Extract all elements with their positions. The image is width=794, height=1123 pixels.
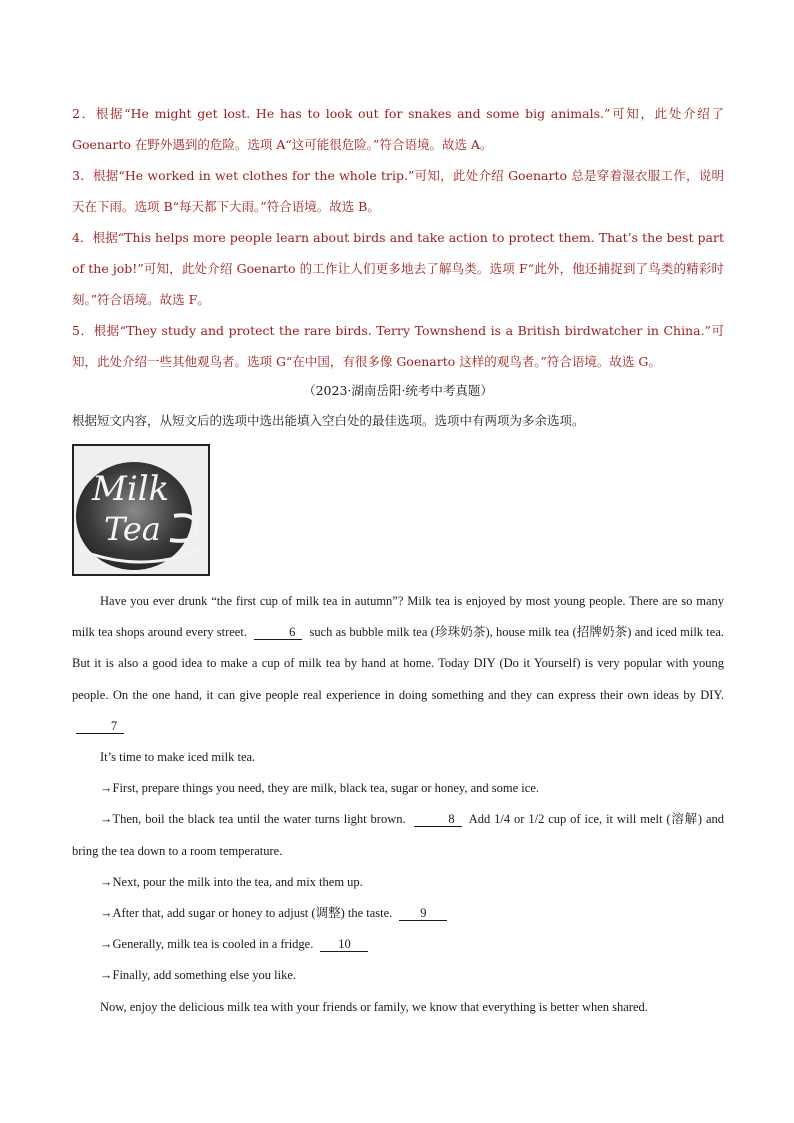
passage-paragraph-3: Now, enjoy the delicious milk tea with your friends or family, we know that everything is better when shared. [100, 999, 648, 1014]
blank-10[interactable]: 10 [320, 937, 368, 952]
question-source: （2023·湖南岳阳·统考中考真题） [303, 383, 493, 398]
answer-item-2: 2．根据“He might get lost. He has to look out for snakes and some big animals.”可知，此处介绍了 Goenarto 在野外遇到的危险。选项 A“这可能很危险。”符合语境。故选 A。 [72, 106, 724, 152]
step-finally: →Finally, add something else you like. [100, 968, 297, 983]
answer-item-5: 5．根据“They study and protect the rare birds. Terry Townshend is a British birdwatcher in China.”可知，此处介绍一些其他观鸟者。选项 G“在中国，有很多像 Goenarto 这样的观鸟者。”符合语境。故选 G。 [72, 323, 724, 369]
step-then: →Then, boil the black tea until the water turns light brown. 8 Add 1/4 or 1/2 cup of ice, it will melt (溶解) and bring the tea down to a room temperature. [72, 812, 724, 858]
blank-7[interactable]: 7 [76, 719, 124, 734]
step-after-that: →After that, add sugar or honey to adjust (调整) the taste. 9 [72, 898, 724, 929]
logo-text-tea: Tea [104, 510, 161, 548]
answer-explanations [72, 98, 724, 377]
milk-tea-cup-icon [74, 446, 208, 574]
passage-paragraph-2: It’s time to make iced milk tea. [100, 750, 256, 765]
blank-9[interactable]: 9 [399, 906, 447, 921]
step-first: →First, prepare things you need, they are milk, black tea, sugar or honey, and some ice. [100, 781, 539, 796]
blank-6[interactable]: 6 [254, 625, 302, 640]
logo-text-milk: Milk [92, 469, 170, 509]
milk-tea-image [72, 444, 210, 576]
blank-8[interactable]: 8 [414, 812, 462, 827]
step-generally: →Generally, milk tea is cooled in a fridge. 10 [72, 929, 724, 960]
reading-passage [72, 586, 724, 1023]
answer-item-4: 4．根据“This helps more people learn about birds and take action to protect them. That’s the best part of the job!”可知，此处介绍 Goenarto 的工作让人们更多地去了解鸟类。选项 F“此外，他还捕捉到了鸟类的精彩时刻。”符合语境。故选 F。 [72, 230, 724, 307]
step-next: →Next, pour the milk into the tea, and mix them up. [100, 874, 363, 889]
passage-paragraph-1: Have you ever drunk “the first cup of milk tea in autumn”? Milk tea is enjoyed by most young people. There are so many milk tea shops around every street. 6 such as bubble milk tea (珍珠奶茶), house milk tea (招牌奶茶) and iced milk tea. But it is also a good idea to make a cup of milk tea by hand at home. Today DIY (Do it Yourself) is very popular with young people. On the one hand, it can give people real experience in doing something and they can express their own ideas by DIY. 7 [72, 594, 725, 733]
instruction-text: 根据短文内容，从短文后的选项中选出能填入空白处的最佳选项。选项中有两项为多余选项。 [72, 413, 585, 428]
answer-item-3: 3．根据“He worked in wet clothes for the whole trip.”可知，此处介绍 Goenarto 总是穿着湿衣服工作，说明天在下雨。选项 B“每天都下大雨。”符合语境。故选 B。 [72, 168, 724, 214]
